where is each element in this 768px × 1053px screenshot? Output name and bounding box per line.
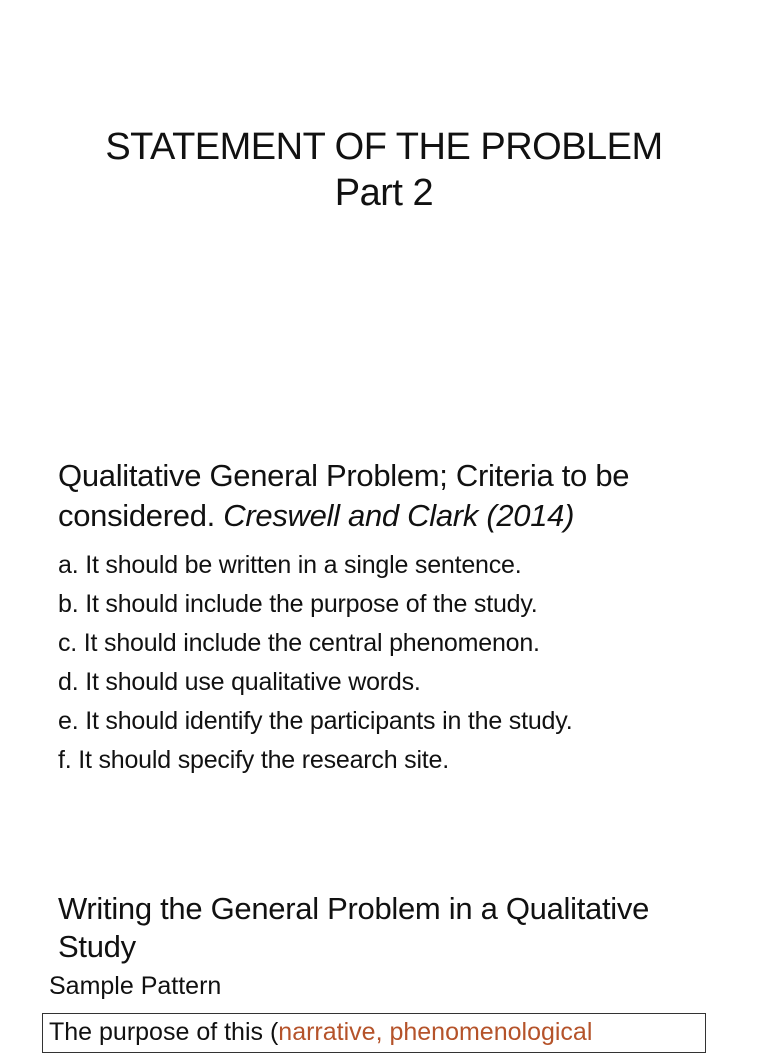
sample-pattern-text bbox=[49, 1016, 592, 1048]
sample-pattern-box bbox=[42, 1013, 706, 1053]
pattern-start-text: The purpose of this ( bbox=[49, 1018, 279, 1046]
criteria-heading-text: Qualitative General Problem; Criteria to be considered. bbox=[58, 458, 630, 533]
title-line-1: STATEMENT OF THE PROBLEM bbox=[105, 126, 663, 168]
page-title bbox=[0, 124, 768, 216]
criteria-item: e. It should identify the participants in the study. bbox=[58, 707, 573, 735]
criteria-item: b. It should include the purpose of the study. bbox=[58, 590, 538, 618]
criteria-citation: Creswell and Clark (2014) bbox=[223, 498, 575, 533]
writing-heading: Writing the General Problem in a Qualitative Study bbox=[58, 891, 650, 964]
sample-pattern-label: Sample Pattern bbox=[49, 972, 222, 1000]
criteria-item: c. It should include the central phenomenon. bbox=[58, 629, 540, 657]
pattern-accent-text: narrative, phenomenological bbox=[278, 1018, 593, 1046]
criteria-heading bbox=[58, 456, 718, 536]
criteria-item: f. It should specify the research site. bbox=[58, 746, 450, 774]
title-line-2: Part 2 bbox=[334, 172, 434, 214]
criteria-list bbox=[58, 546, 738, 780]
criteria-item: d. It should use qualitative words. bbox=[58, 668, 421, 696]
criteria-item: a. It should be written in a single sentence. bbox=[58, 551, 522, 579]
